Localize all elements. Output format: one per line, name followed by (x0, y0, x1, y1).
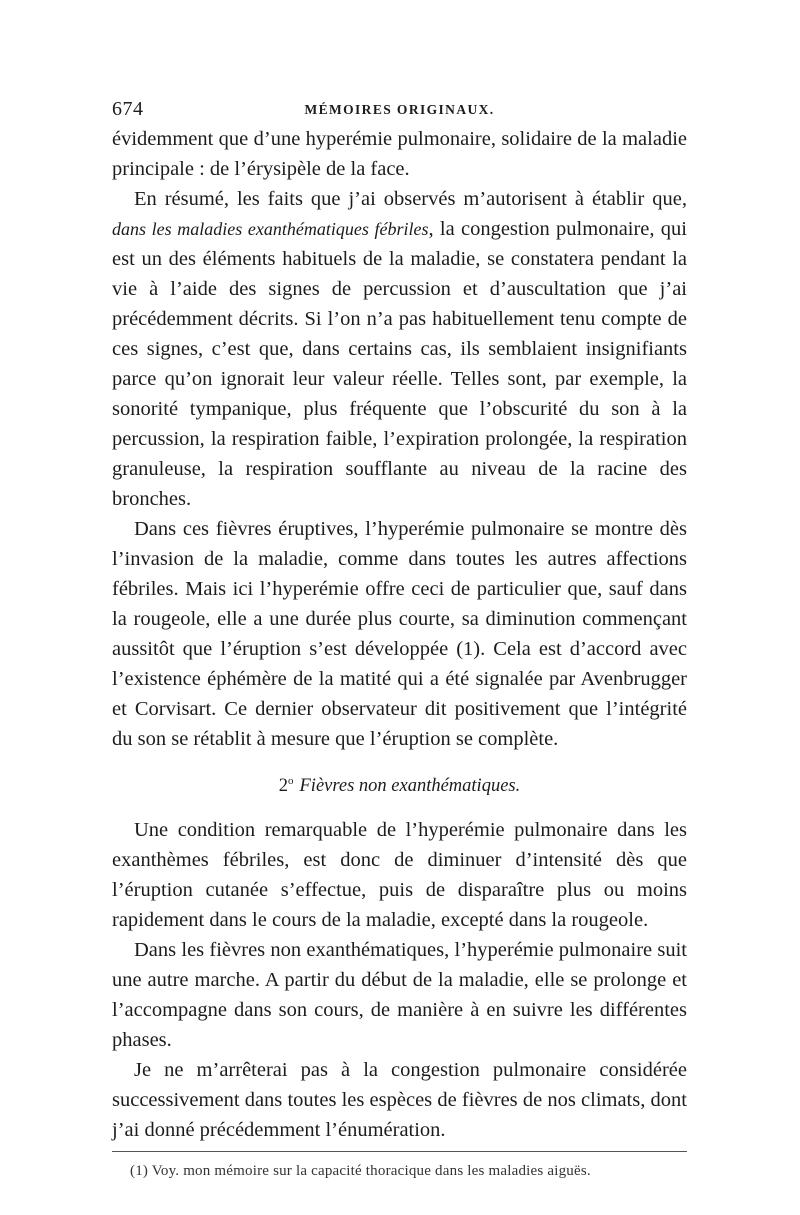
paragraph-eruptive-fevers: Dans ces fièvres éruptives, l’hyperémie pulmonaire se montre dès l’invasion de la maladie, comme dans toutes les autres affections fébriles. Mais ici l’hyperémie offre ceci de particulier que, sauf dans la rougeole, elle a une durée plus courte, sa diminution commençant aussitôt que l’éruption s’est développée (1). Cela est d’accord avec l’existence éphémère de la matité qui a été signalée par Avenbrugger et Corvisart. Ce dernier observateur dit positivement que l’intégrité du son se rétablit à mesure que l’éruption se complète. (112, 518, 687, 750)
paragraph-non-eruptive: Dans les fièvres non exanthématiques, l’hyperémie pulmonaire suit une autre marche. A partir du début de la maladie, elle se prolonge et l’accompagne dans son cours, de manière à en suivre les différentes phases. (112, 939, 687, 1052)
paragraph-condition: Une condition remarquable de l’hyperémie pulmonaire dans les exanthèmes fébriles, est donc de diminuer d’intensité dès que l’éruption cutanée s’effectue, puis de disparaître plus ou moins rapidement dans le cours de la maladie, excepté dans la rougeole. (112, 819, 687, 932)
paragraph-closing: Je ne m’arrêterai pas à la congestion pulmonaire considérée successivement dans toutes les espèces de fièvres de nos climats, dont j’ai donné précédemment l’énumération. (112, 1059, 687, 1142)
paragraph-summary-italic: dans les maladies exanthématiques fébriles (112, 219, 429, 239)
running-title: MÉMOIRES ORIGINAUX. (304, 102, 495, 117)
paragraph-continued: évidemment que d’une hyperémie pulmonaire, solidaire de la maladie principale : de l’érysipèle de la face. (112, 128, 687, 180)
section-heading (112, 766, 687, 801)
footnote: (1) Voy. mon mémoire sur la capacité thoracique dans les maladies aiguës. (130, 1163, 591, 1180)
section-number-ordinal: o (288, 775, 294, 787)
document-page (112, 90, 687, 1182)
paragraph-summary (112, 184, 687, 514)
paragraph-summary-end: , la congestion pulmonaire, qui est un des éléments habituels de la maladie, se constatera pendant la vie à l’aide des signes de percussion et d’auscultation que j’ai précédemment décrits. Si l’on n’a pas habituellement tenu compte de ces signes, c’est que, dans certains cas, ils semblaient insignifiants parce qu’on ignorait leur valeur réelle. Telles sont, par exemple, la sonorité tympanique, plus fréquente que l’obscurité du son à la percussion, la respiration faible, l’expiration prolongée, la respiration granuleuse, la respiration soufflante au niveau de la racine des bronches. (112, 218, 687, 510)
section-number (279, 776, 294, 796)
running-header (112, 90, 687, 124)
section-title: Fièvres non exanthématiques. (299, 776, 521, 797)
page-number: 674 (112, 98, 144, 120)
paragraph-summary-start: En résumé, les faits que j’ai observés m’autorisent à établir que, (134, 188, 687, 210)
footnote-divider (112, 1151, 687, 1152)
section-number-value: 2 (278, 776, 288, 797)
body-text (112, 124, 687, 1145)
